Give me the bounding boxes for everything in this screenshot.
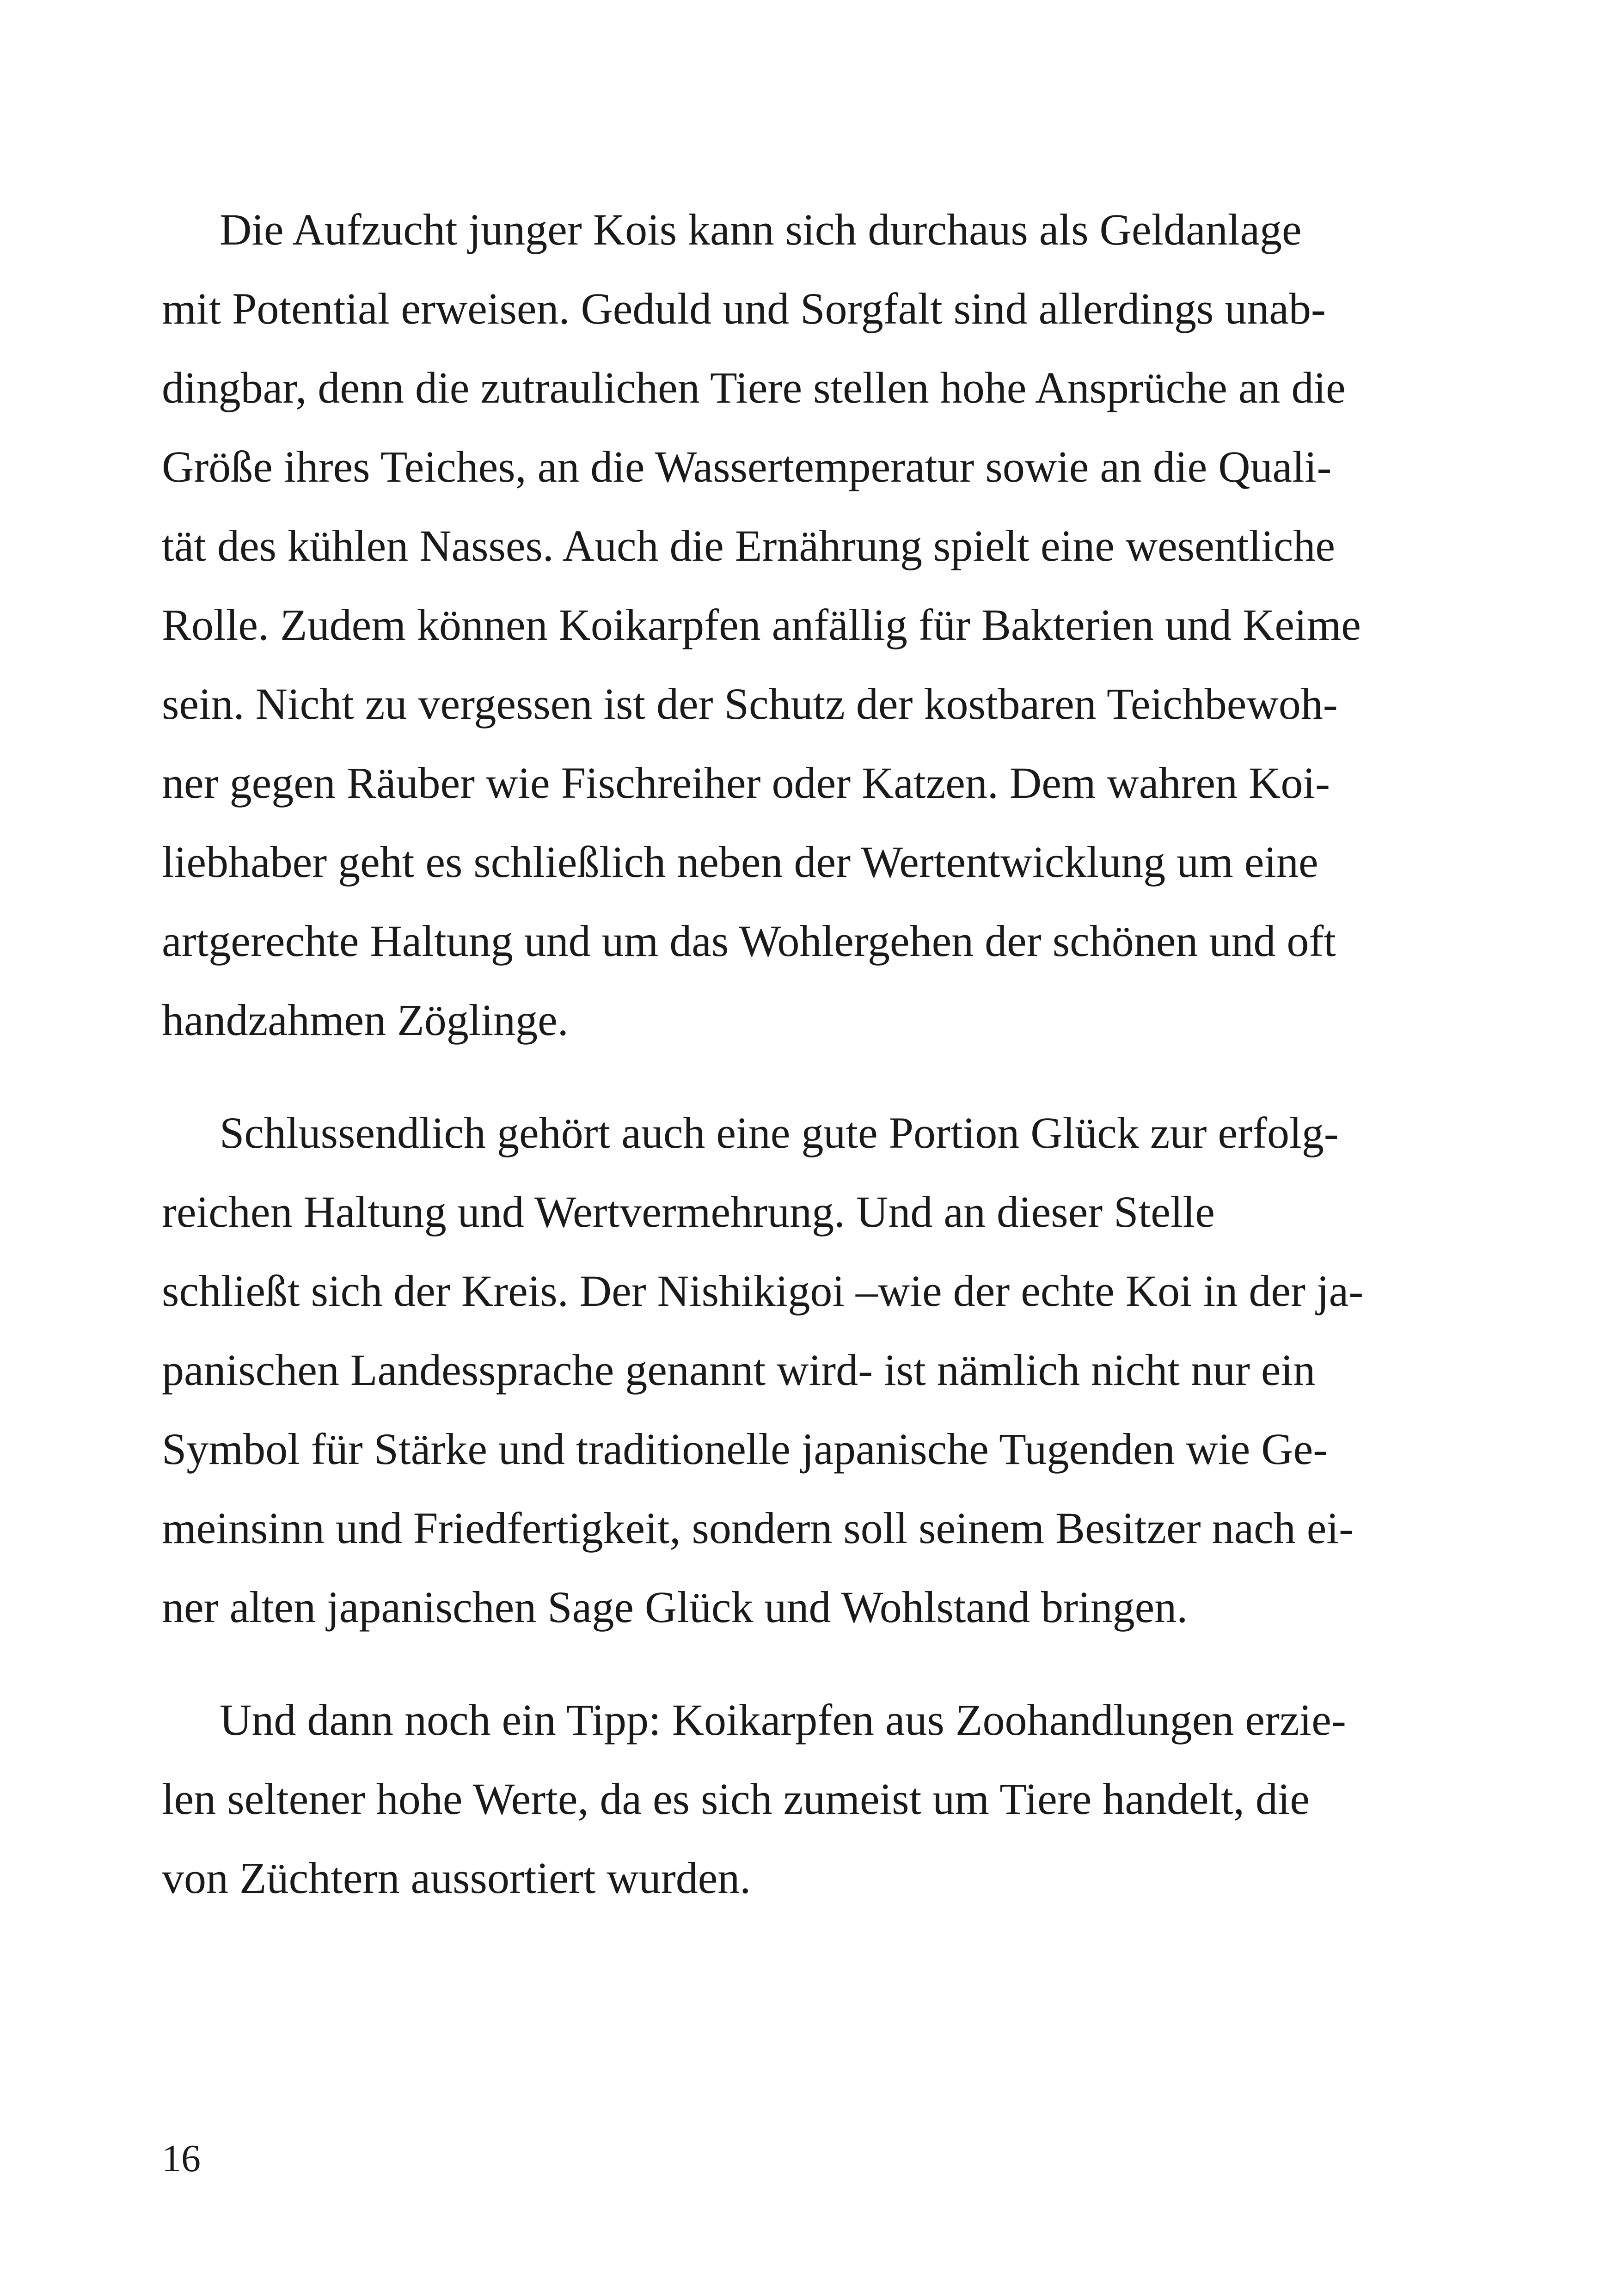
paragraph-line: Schlussendlich gehört auch eine gute Portion Glück zur erfolg-: [220, 1108, 1339, 1157]
paragraph-line: reichen Haltung und Wertvermehrung. Und an dieser Stelle: [162, 1187, 1215, 1237]
paragraph-line: liebhaber geht es schließlich neben der Wertentwicklung um eine: [162, 837, 1318, 887]
page-number: 16: [162, 2137, 201, 2180]
paragraph-line: schließt sich der Kreis. Der Nishikigoi –wie der echte Koi in der ja-: [162, 1266, 1364, 1316]
paragraph-line: sein. Nicht zu vergessen ist der Schutz der kostbaren Teichbewoh-: [162, 679, 1338, 729]
paragraph-line: Die Aufzucht junger Kois kann sich durchaus als Geldanlage: [220, 205, 1302, 254]
paragraph-line: dingbar, denn die zutraulichen Tiere stellen hohe Ansprüche an die: [162, 363, 1346, 412]
paragraph-line: ner gegen Räuber wie Fischreiher oder Katzen. Dem wahren Koi-: [162, 758, 1330, 808]
paragraph-line: len seltener hohe Werte, da es sich zumeist um Tiere handelt, die: [162, 1774, 1310, 1824]
paragraph-line: meinsinn und Friedfertigkeit, sondern soll seinem Besitzer nach ei-: [162, 1503, 1354, 1553]
paragraph-line: handzahmen Zöglinge.: [162, 995, 569, 1045]
paragraph-line: panischen Landessprache genannt wird- ist nämlich nicht nur ein: [162, 1345, 1316, 1395]
paragraph-line: Rolle. Zudem können Koikarpfen anfällig für Bakterien und Keime: [162, 600, 1361, 649]
paragraph-line: Größe ihres Teiches, an die Wassertemperatur sowie an die Quali-: [162, 442, 1332, 491]
paragraph-line: mit Potential erweisen. Geduld und Sorgfalt sind allerdings unab-: [162, 284, 1326, 333]
paragraph-line: ner alten japanischen Sage Glück und Wohlstand bringen.: [162, 1582, 1188, 1632]
paragraph-line: Und dann noch ein Tipp: Koikarpfen aus Zoohandlungen erzie-: [220, 1695, 1346, 1745]
paragraph-line: tät des kühlen Nasses. Auch die Ernährung spielt eine wesentliche: [162, 521, 1335, 570]
paragraph-line: von Züchtern aussortiert wurden.: [162, 1853, 751, 1903]
paragraph-line: artgerechte Haltung und um das Wohlergehen der schönen und oft: [162, 916, 1336, 966]
paragraph-line: Symbol für Stärke und traditionelle japanische Tugenden wie Ge-: [162, 1424, 1328, 1474]
